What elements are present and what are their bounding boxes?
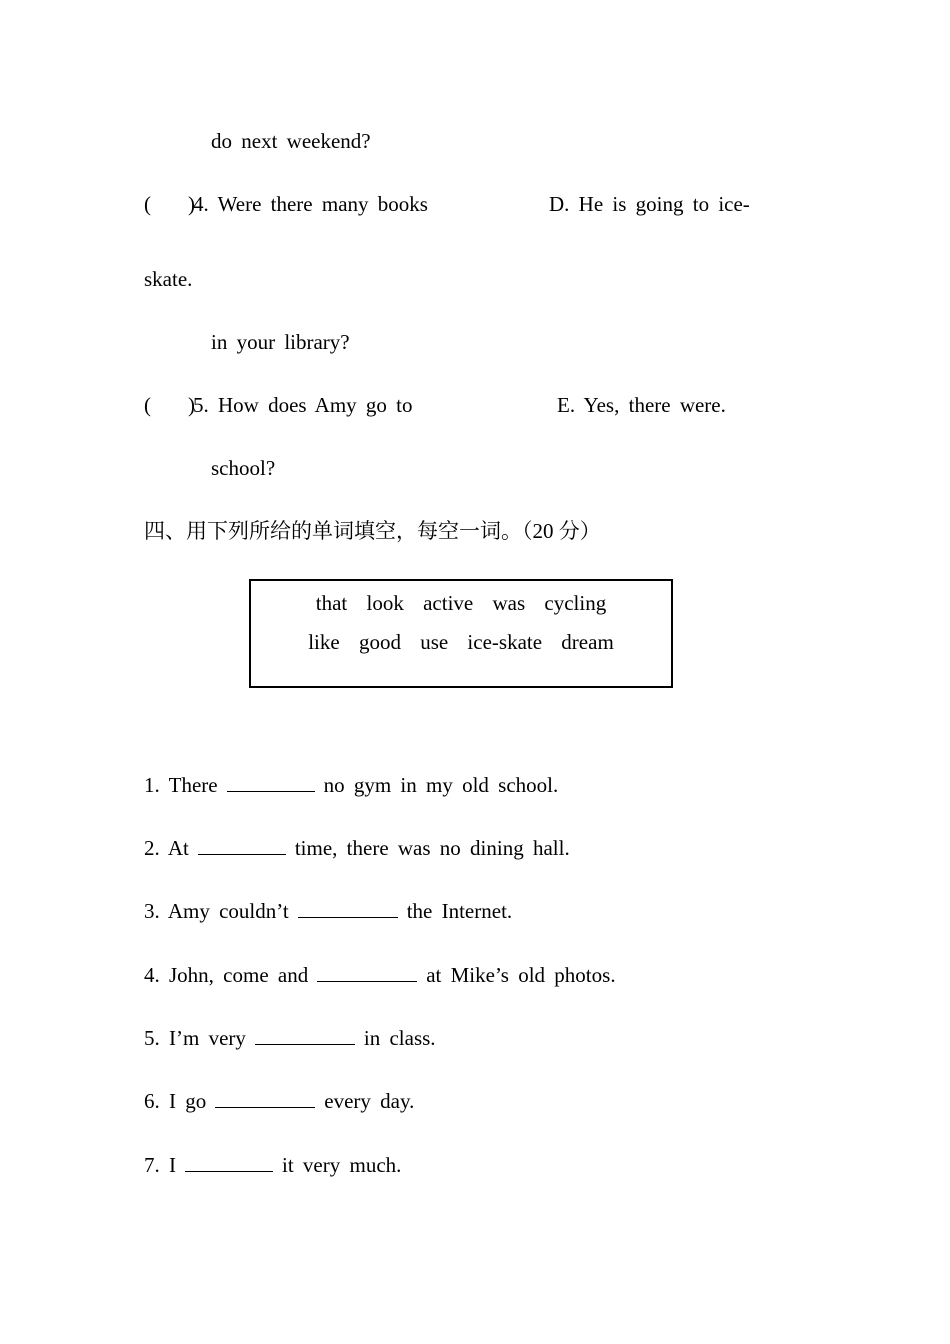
word-bank-box	[249, 579, 673, 688]
answer-blank[interactable]	[255, 1026, 355, 1045]
word-bank-row-1: that look active was cycling	[315, 591, 607, 615]
item-text-after: the Internet.	[406, 899, 513, 923]
answer-blank[interactable]	[198, 836, 286, 855]
question-continuation: school?	[211, 456, 276, 480]
item-text-before: 6. I go	[144, 1089, 207, 1113]
question-3-continuation: do next weekend?	[211, 129, 371, 153]
item-text-before: 5. I’m very	[144, 1026, 246, 1050]
question-continuation: in your library?	[211, 330, 350, 354]
fill-item-5	[144, 1026, 436, 1049]
item-text-before: 1. There	[144, 773, 218, 797]
question-text: 4. Were there many books	[193, 192, 428, 216]
option-e-text: E. Yes, there were.	[557, 393, 726, 417]
fill-item-2	[144, 836, 570, 859]
fill-item-6	[144, 1089, 414, 1112]
answer-blank[interactable]	[227, 773, 315, 792]
answer-blank[interactable]	[317, 963, 417, 982]
word-bank-row-2: like good use ice-skate dream	[308, 630, 614, 654]
fill-item-3	[144, 899, 512, 922]
item-text-before: 7. I	[144, 1153, 176, 1177]
option-d-text: D. He is going to ice-	[549, 192, 750, 216]
answer-blank[interactable]	[215, 1089, 315, 1108]
section-heading: 四、用下列所给的单词填空，每空一词。（20 分）	[144, 519, 601, 543]
item-text-after: time, there was no dining hall.	[294, 836, 570, 860]
item-text-after: at Mike’s old photos.	[426, 963, 616, 987]
answer-blank[interactable]	[298, 899, 398, 918]
fill-item-1	[144, 773, 558, 796]
item-text-before: 4. John, come and	[144, 963, 309, 987]
item-text-after: in class.	[363, 1026, 436, 1050]
item-text-after: it very much.	[282, 1153, 402, 1177]
item-text-after: no gym in my old school.	[323, 773, 559, 797]
fill-item-7	[144, 1153, 401, 1176]
question-text: 5. How does Amy go to	[193, 393, 413, 417]
answer-bracket[interactable]: ( )	[144, 192, 195, 216]
answer-bracket[interactable]: ( )	[144, 393, 195, 417]
answer-blank[interactable]	[185, 1153, 273, 1172]
item-text-before: 2. At	[144, 836, 189, 860]
fill-item-4	[144, 963, 616, 986]
item-text-after: every day.	[324, 1089, 415, 1113]
item-text-before: 3. Amy couldn’t	[144, 899, 289, 923]
option-d-continuation: skate.	[144, 267, 193, 291]
